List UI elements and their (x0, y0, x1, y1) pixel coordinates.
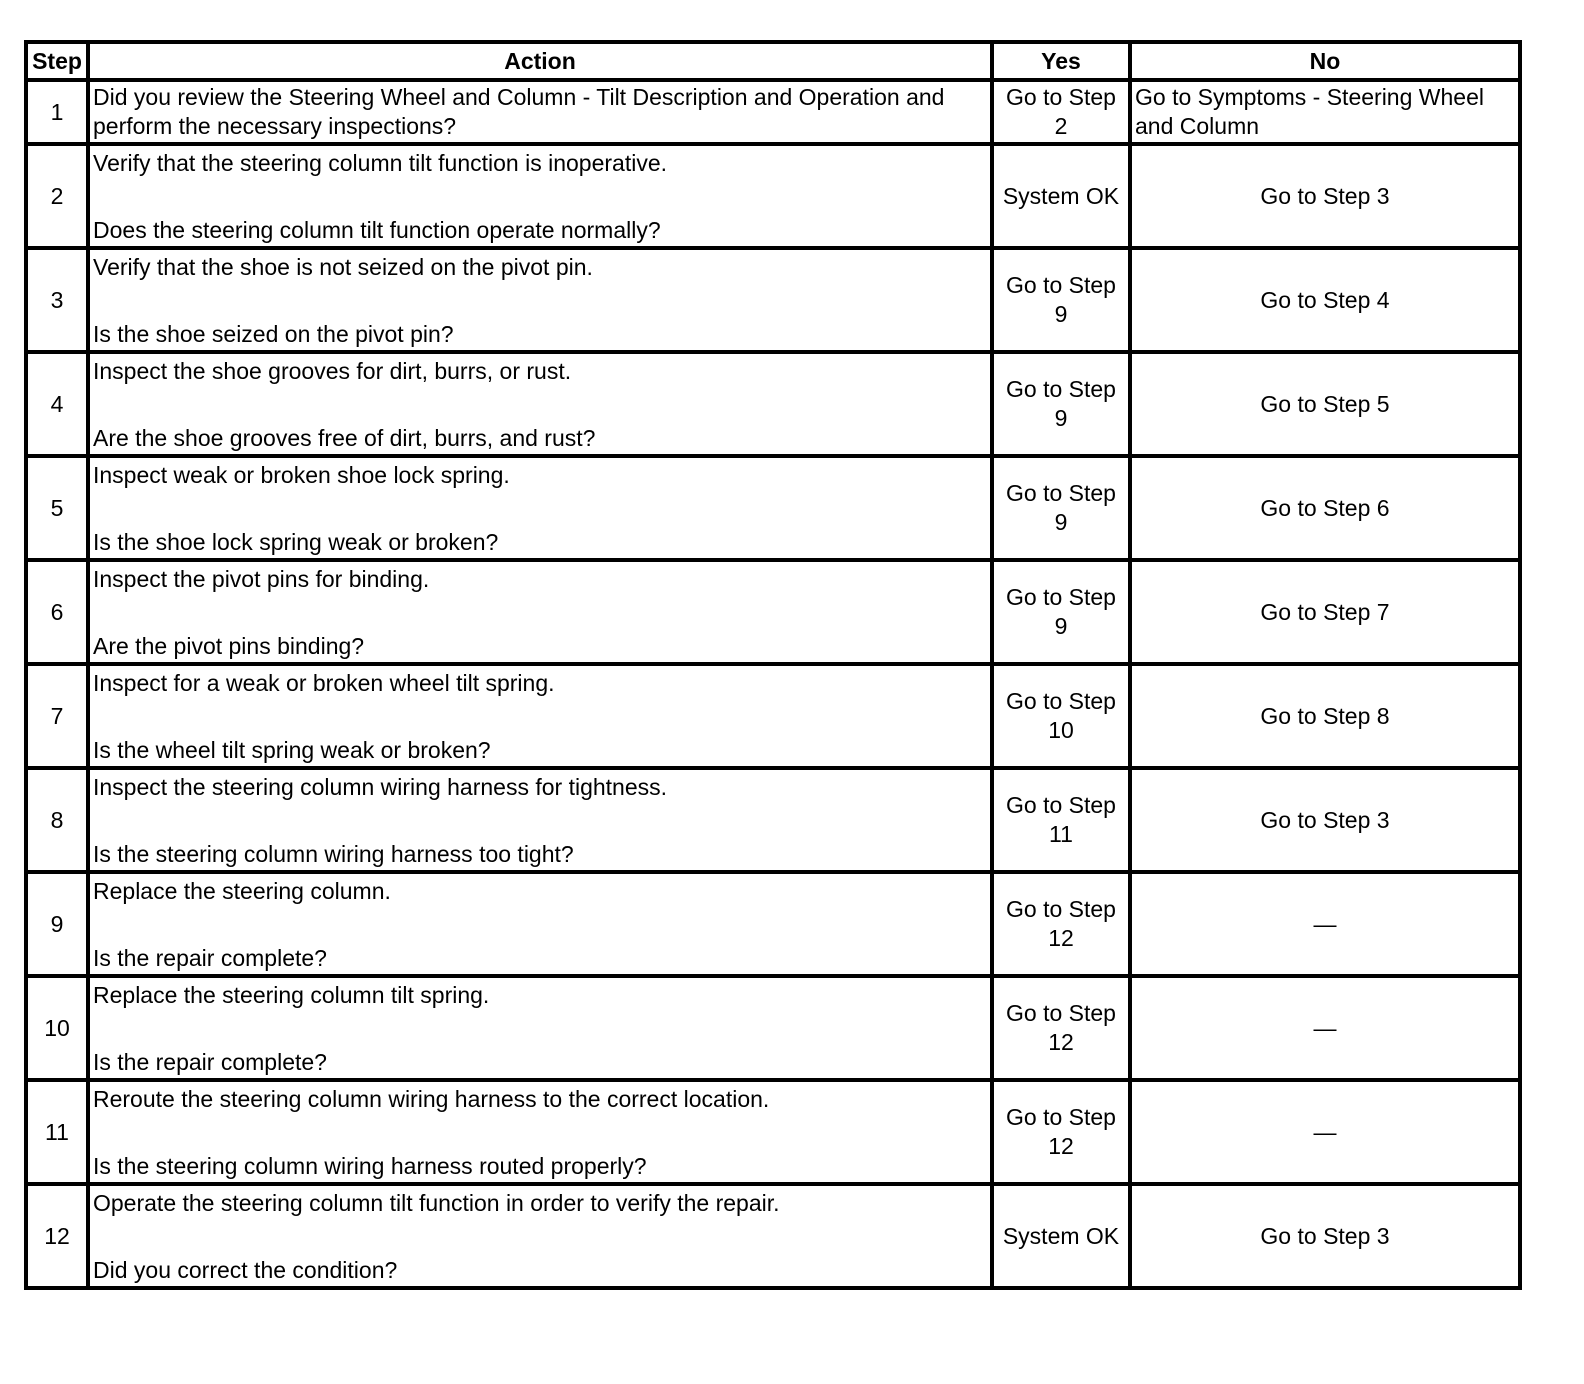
action-text: Reroute the steering column wiring harness to the correct location. (93, 1086, 770, 1112)
action-question: Are the shoe grooves free of dirt, burrs, and rust? (93, 425, 596, 451)
table-row (26, 1080, 1520, 1184)
step-number: 5 (26, 456, 88, 560)
step-number: 6 (26, 560, 88, 664)
yes-result: Go to Step 12 (992, 1080, 1130, 1184)
no-result: Go to Step 8 (1130, 664, 1520, 768)
yes-result: System OK (992, 144, 1130, 248)
action-cell (88, 144, 992, 248)
action-text: Operate the steering column tilt function in order to verify the repair. (93, 1190, 780, 1216)
header-yes: Yes (992, 42, 1130, 80)
action-cell (88, 872, 992, 976)
action-question: Are the pivot pins binding? (93, 633, 365, 659)
table-row (26, 664, 1520, 768)
no-result: Go to Step 6 (1130, 456, 1520, 560)
yes-result: Go to Step 12 (992, 872, 1130, 976)
table-row (26, 1184, 1520, 1288)
table-row (26, 352, 1520, 456)
action-text: Verify that the shoe is not seized on the pivot pin. (93, 254, 593, 280)
no-result: — (1130, 976, 1520, 1080)
action-cell (88, 456, 992, 560)
no-result: Go to Symptoms - Steering Wheel and Column (1130, 80, 1520, 144)
table-row (26, 768, 1520, 872)
action-cell (88, 248, 992, 352)
yes-result: Go to Step 9 (992, 248, 1130, 352)
table-row (26, 456, 1520, 560)
table-row (26, 976, 1520, 1080)
table-row (26, 80, 1520, 144)
table-row (26, 560, 1520, 664)
table-row (26, 872, 1520, 976)
action-question: Is the shoe seized on the pivot pin? (93, 321, 454, 347)
action-question: Is the wheel tilt spring weak or broken? (93, 737, 491, 763)
table-row (26, 248, 1520, 352)
header-row (26, 42, 1520, 80)
step-number: 10 (26, 976, 88, 1080)
action-question: Is the repair complete? (93, 1049, 327, 1075)
action-question: Is the repair complete? (93, 945, 327, 971)
header-action: Action (88, 42, 992, 80)
action-text: Inspect for a weak or broken wheel tilt spring. (93, 670, 555, 696)
step-number: 2 (26, 144, 88, 248)
action-text: Verify that the steering column tilt function is inoperative. (93, 150, 668, 176)
action-cell (88, 768, 992, 872)
step-number: 4 (26, 352, 88, 456)
action-text: Inspect the pivot pins for binding. (93, 566, 430, 592)
yes-result: System OK (992, 1184, 1130, 1288)
yes-result: Go to Step 9 (992, 560, 1130, 664)
no-result: Go to Step 7 (1130, 560, 1520, 664)
action-text: Replace the steering column. (93, 878, 391, 904)
action-cell (88, 352, 992, 456)
no-result: Go to Step 5 (1130, 352, 1520, 456)
action-cell (88, 560, 992, 664)
no-result: — (1130, 872, 1520, 976)
no-result: Go to Step 3 (1130, 1184, 1520, 1288)
yes-result: Go to Step 9 (992, 352, 1130, 456)
action-cell (88, 664, 992, 768)
step-number: 8 (26, 768, 88, 872)
step-number: 12 (26, 1184, 88, 1288)
action-question: Does the steering column tilt function operate normally? (93, 217, 661, 243)
step-number: 1 (26, 80, 88, 144)
action-text: Inspect the shoe grooves for dirt, burrs, or rust. (93, 358, 572, 384)
step-number: 9 (26, 872, 88, 976)
no-result: Go to Step 4 (1130, 248, 1520, 352)
yes-result: Go to Step 11 (992, 768, 1130, 872)
action-text: Replace the steering column tilt spring. (93, 982, 490, 1008)
yes-result: Go to Step 10 (992, 664, 1130, 768)
yes-result: Go to Step 12 (992, 976, 1130, 1080)
action-text: Inspect the steering column wiring harness for tightness. (93, 774, 668, 800)
header-no: No (1130, 42, 1520, 80)
action-question: Is the steering column wiring harness too tight? (93, 841, 574, 867)
action-cell (88, 1184, 992, 1288)
action-text: Inspect weak or broken shoe lock spring. (93, 462, 510, 488)
step-number: 7 (26, 664, 88, 768)
no-result: — (1130, 1080, 1520, 1184)
action-question: Is the shoe lock spring weak or broken? (93, 529, 499, 555)
action-cell (88, 1080, 992, 1184)
step-number: 3 (26, 248, 88, 352)
table-row (26, 144, 1520, 248)
action-question: Is the steering column wiring harness routed properly? (93, 1153, 647, 1179)
diagnostic-table (24, 40, 1522, 1290)
action-text: Did you review the Steering Wheel and Column - Tilt Description and Operation and perform the necessary inspections? (88, 80, 992, 144)
no-result: Go to Step 3 (1130, 768, 1520, 872)
action-cell (88, 976, 992, 1080)
yes-result: Go to Step 2 (992, 80, 1130, 144)
no-result: Go to Step 3 (1130, 144, 1520, 248)
action-question: Did you correct the condition? (93, 1257, 398, 1283)
step-number: 11 (26, 1080, 88, 1184)
yes-result: Go to Step 9 (992, 456, 1130, 560)
header-step: Step (26, 42, 88, 80)
